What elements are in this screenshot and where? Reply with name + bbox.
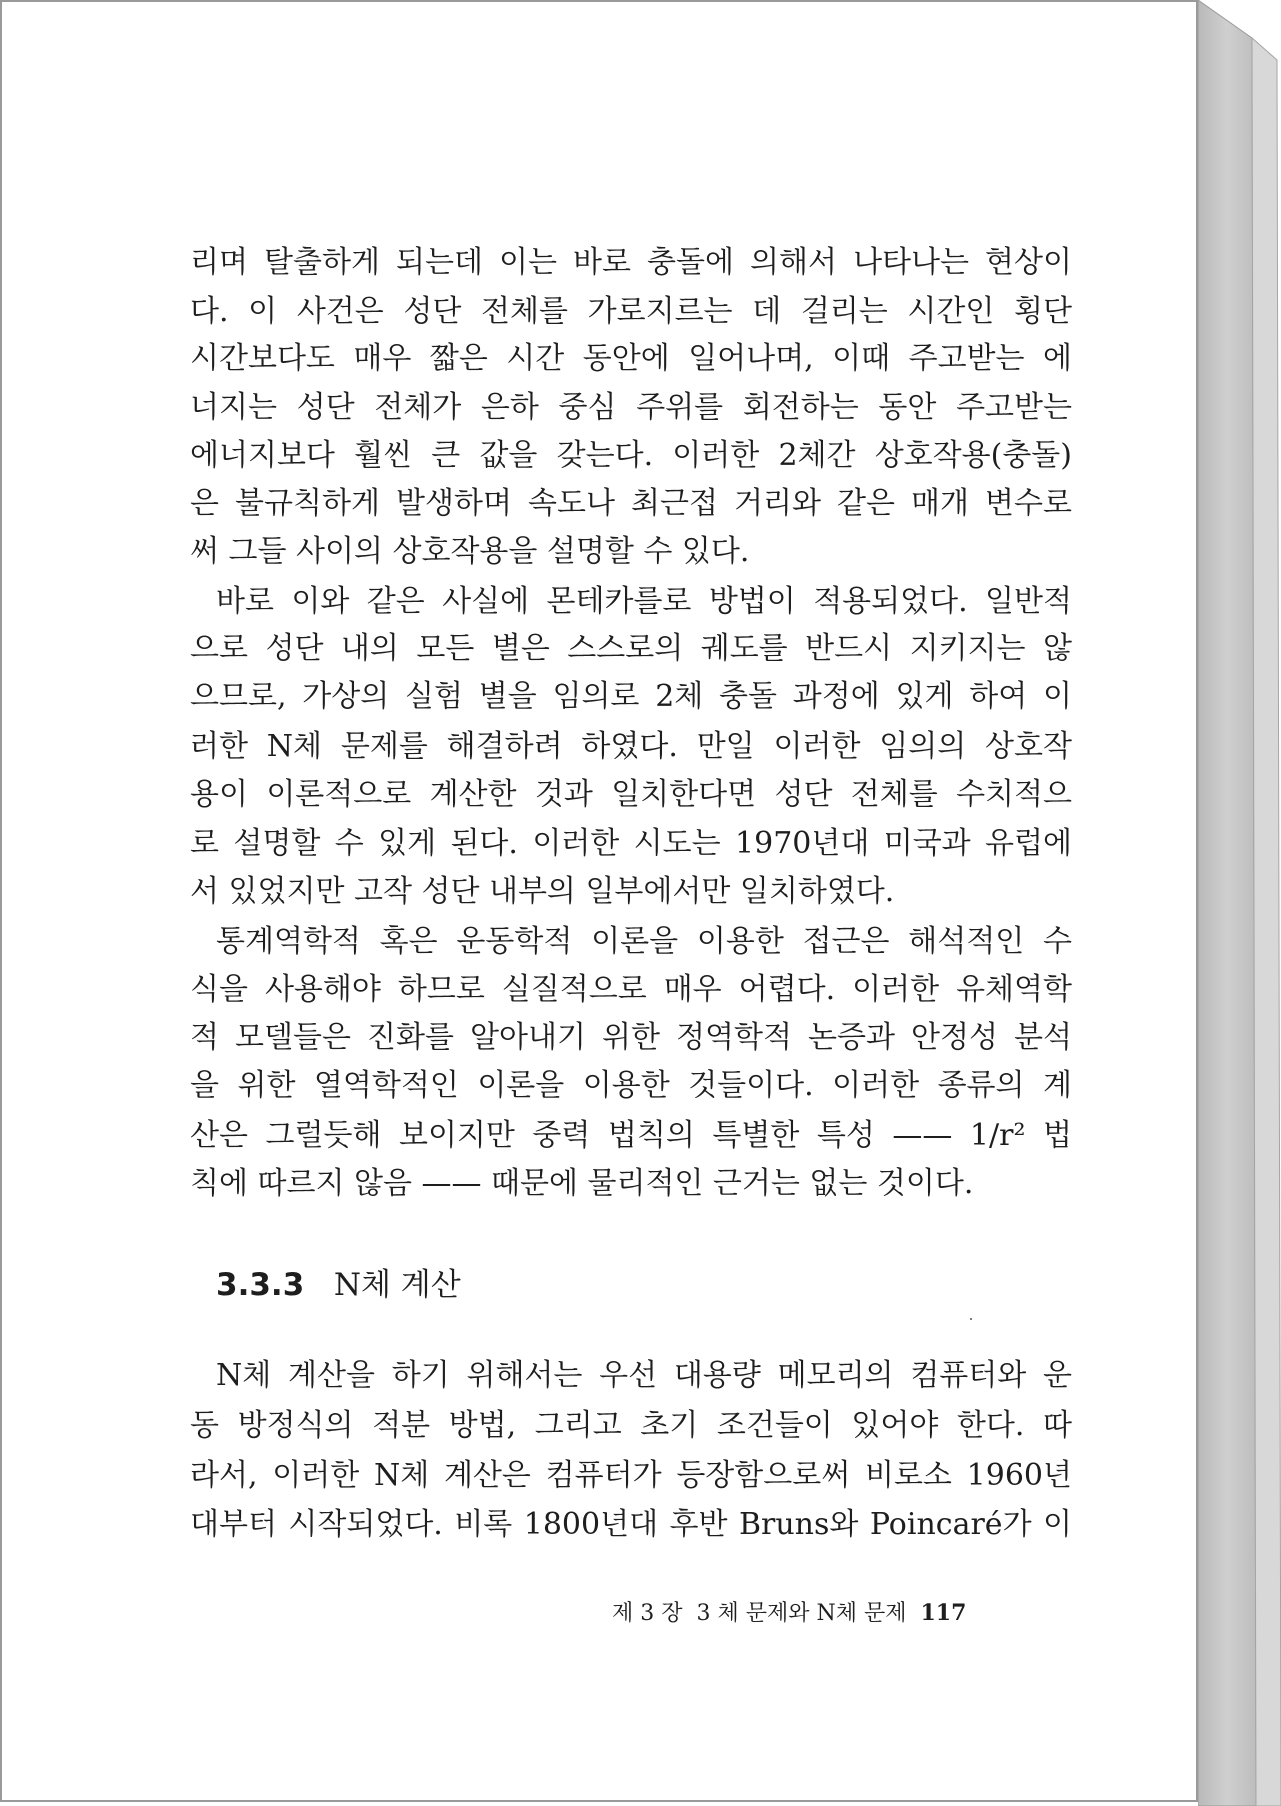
section-heading — [216, 1265, 461, 1305]
text-line: 다. 이 사건은 성단 전체를 가로지르는 데 걸리는 시간인 횡단 — [190, 294, 1072, 329]
chapter-title: 제 3 장 3 체 문제와 N체 문제 — [612, 1601, 907, 1626]
text-line: 너지는 성단 전체가 은하 중심 주위를 회전하는 동안 주고받는 — [190, 390, 1072, 425]
text-line: 적 모델들은 진화를 알아내기 위한 정역학적 논증과 안정성 분석 — [190, 1020, 1072, 1055]
text-line: 식을 사용해야 하므로 실질적으로 매우 어렵다. 이러한 유체역학 — [190, 972, 1072, 1007]
text-line: 써 그들 사이의 상호작용을 설명할 수 있다. — [190, 534, 750, 569]
page-number: 117 — [920, 1600, 967, 1626]
text-line: 러한 N체 문제를 해결하려 하였다. 만일 이러한 임의의 상호작 — [190, 729, 1072, 764]
text-line: 로 설명할 수 있게 된다. 이러한 시도는 1970년대 미국과 유럽에 — [190, 826, 1072, 861]
text-line: 산은 그럴듯해 보이지만 중력 법칙의 특별한 특성 —— 1/r² 법 — [190, 1118, 1072, 1153]
book-edge — [1198, 0, 1281, 1806]
text-line: 통계역학적 혹은 운동학적 이론을 이용한 접근은 해석적인 수 — [216, 924, 1072, 959]
text-line: 라서, 이러한 N체 계산은 컴퓨터가 등장함으로써 비로소 1960년 — [190, 1458, 1072, 1493]
text-line: 바로 이와 같은 사실에 몬테카를로 방법이 적용되었다. 일반적 — [216, 584, 1072, 619]
section-number: 3.3.3 — [216, 1267, 305, 1303]
text-line: 칙에 따르지 않음 —— 때문에 물리적인 근거는 없는 것이다. — [190, 1166, 974, 1201]
text-line: 리며 탈출하게 되는데 이는 바로 충돌에 의해서 나타나는 현상이 — [190, 245, 1072, 280]
text-line: 은 불규칙하게 발생하며 속도나 최근접 거리와 같은 매개 변수로 — [190, 486, 1072, 521]
text-line: 에너지보다 훨씬 큰 값을 갖는다. 이러한 2체간 상호작용(충돌) — [190, 438, 1072, 473]
section-title: N체 계산 — [333, 1267, 461, 1303]
text-line: 을 위한 열역학적인 이론을 이용한 것들이다. 이러한 종류의 계 — [190, 1068, 1072, 1103]
text-line: 서 있었지만 고작 성단 내부의 일부에서만 일치하였다. — [190, 874, 895, 909]
text-line: 으므로, 가상의 실험 별을 임의로 2체 충돌 과정에 있게 하여 이 — [190, 679, 1072, 714]
text-line: 시간보다도 매우 짧은 시간 동안에 일어나며, 이때 주고받는 에 — [190, 341, 1072, 376]
text-line: 동 방정식의 적분 방법, 그리고 초기 조건들이 있어야 한다. 따 — [190, 1408, 1072, 1443]
text-line: 대부터 시작되었다. 비록 1800년대 후반 Bruns와 Poincaré가 이 — [190, 1507, 1072, 1542]
text-line: 으로 성단 내의 모든 별은 스스로의 궤도를 반드시 지키지는 않 — [190, 631, 1072, 666]
running-footer — [612, 1598, 1042, 1629]
text-line: 용이 이론적으로 계산한 것과 일치한다면 성단 전체를 수치적으 — [190, 777, 1072, 812]
text-line: N체 계산을 하기 위해서는 우선 대용량 메모리의 컴퓨터와 운 — [216, 1358, 1072, 1393]
speck-mark — [970, 1318, 972, 1320]
